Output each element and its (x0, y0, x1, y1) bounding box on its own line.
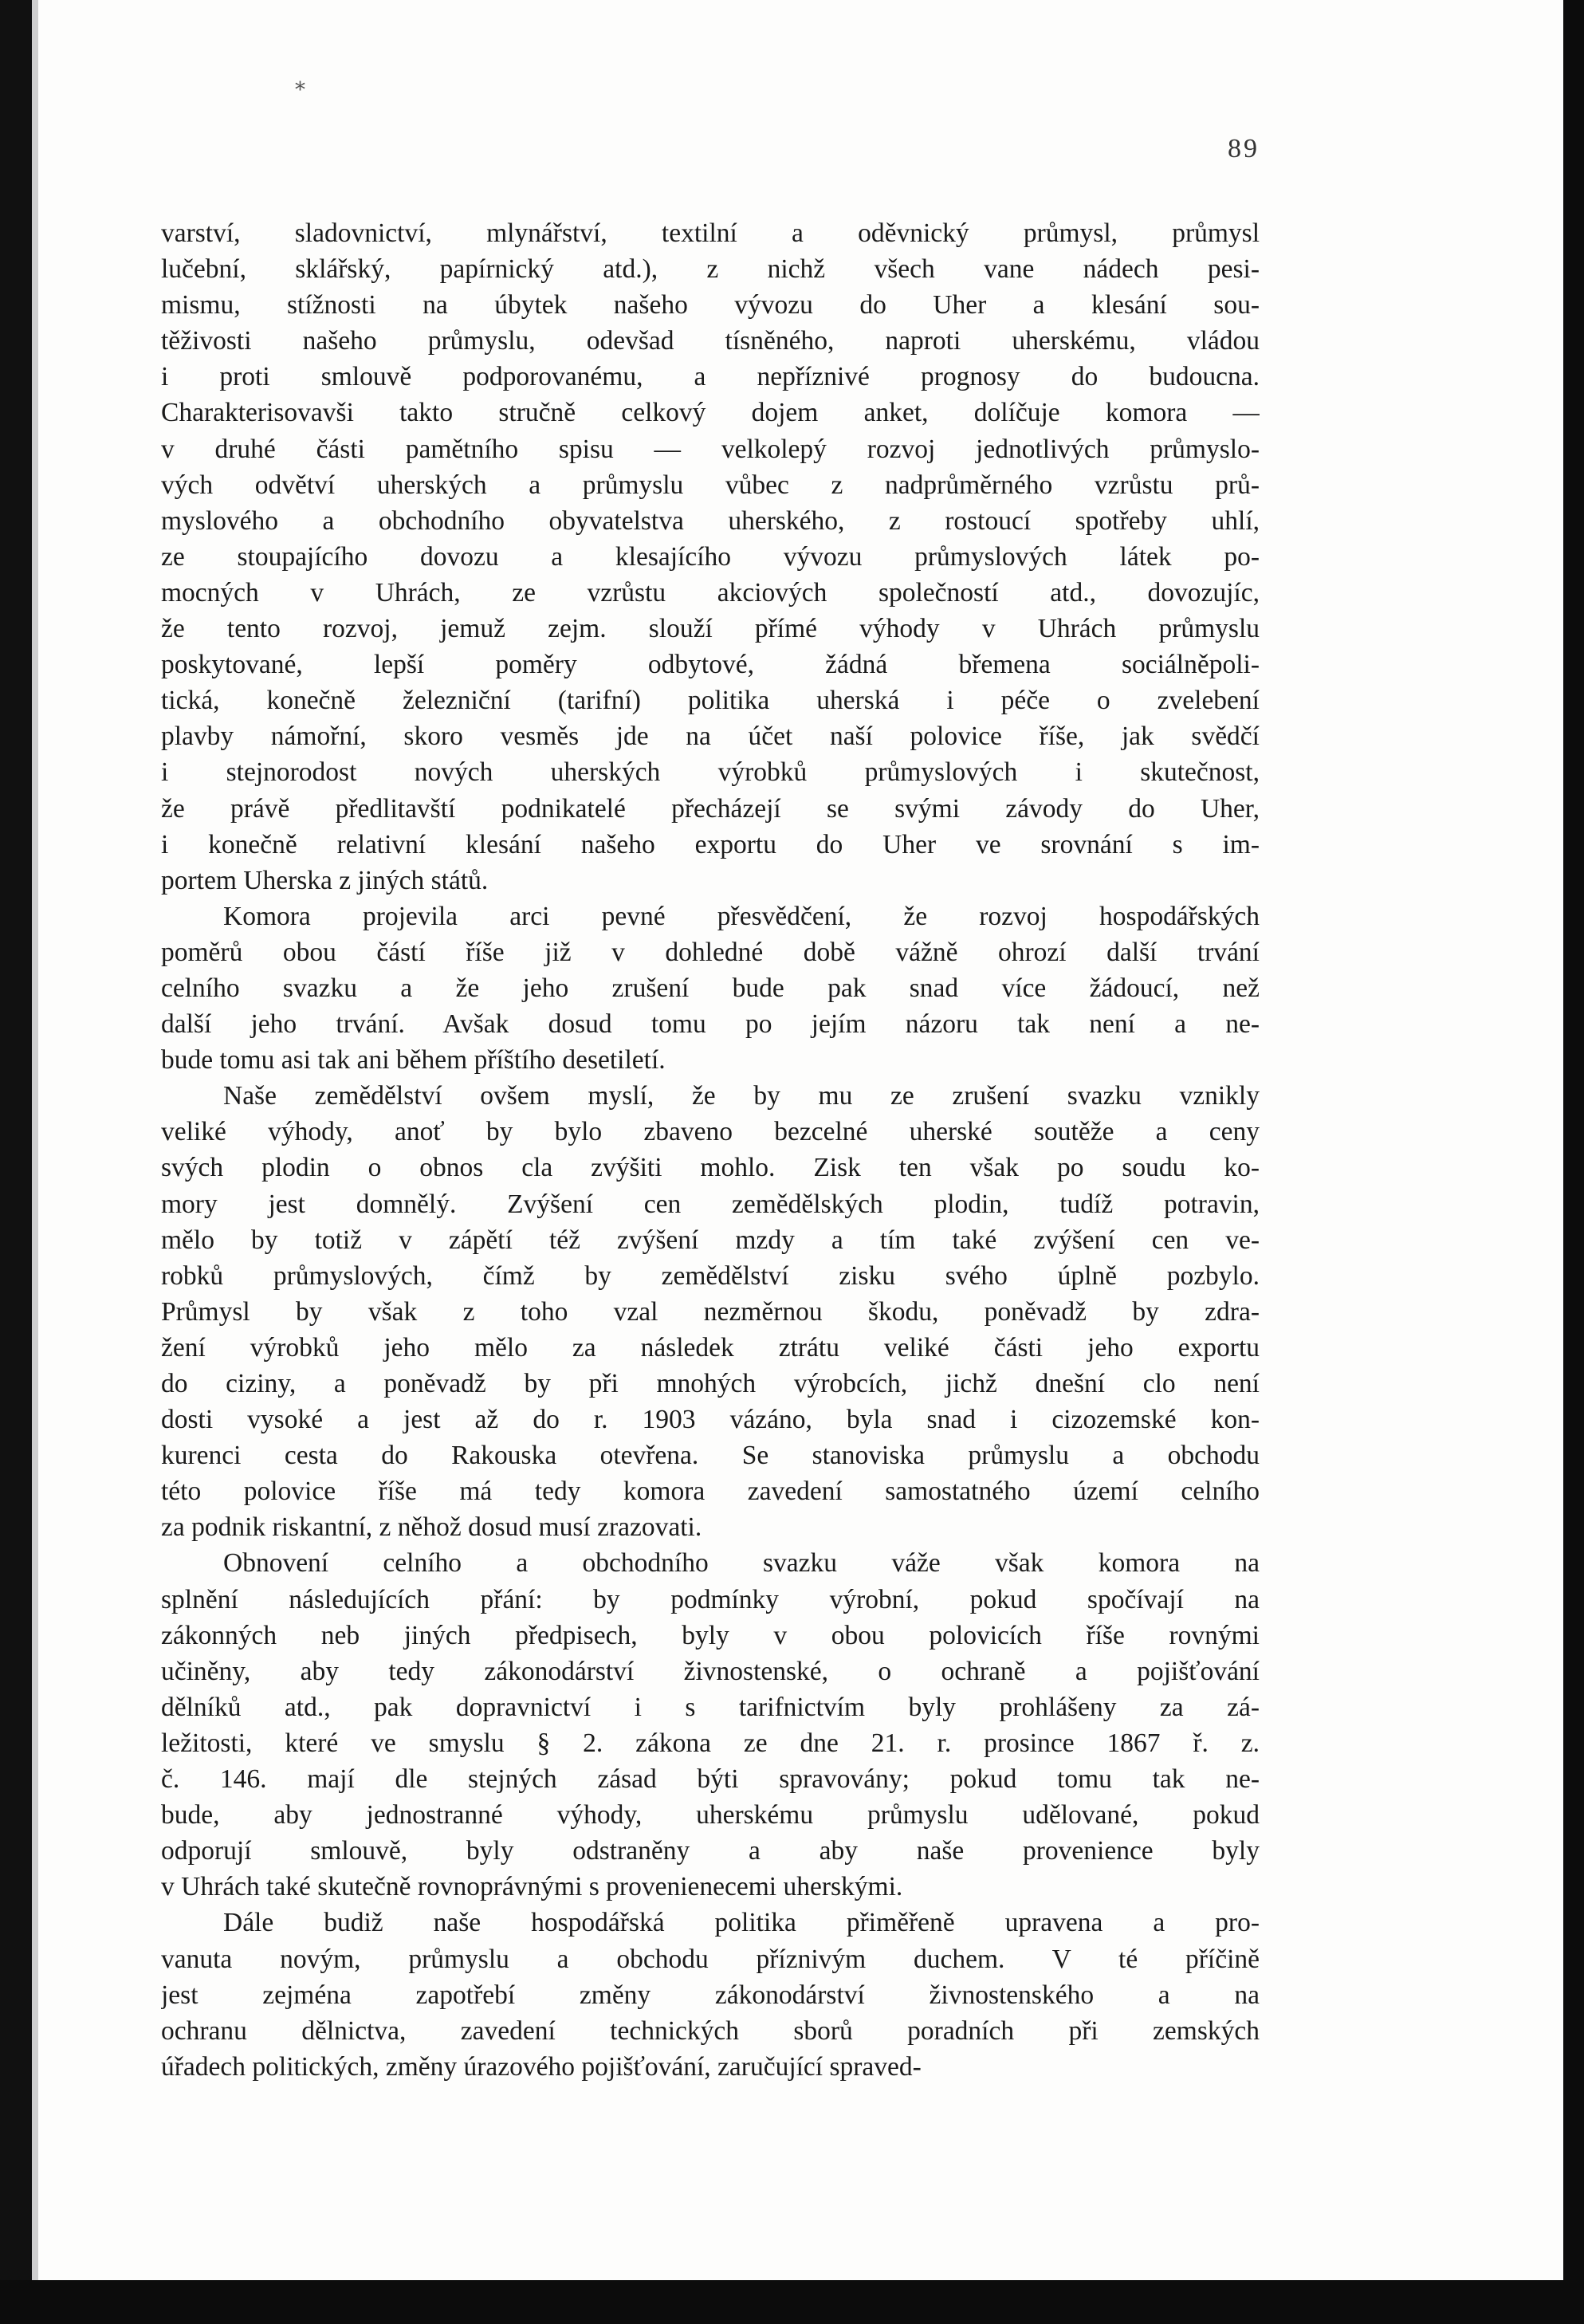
text-line: č. 146. mají dle stejných zásad býti spravovány; pokud tomu tak ne- (161, 1764, 1260, 1795)
text-line: i proti smlouvě podporovanému, a nepříznivé prognosy do budoucna. (161, 362, 1260, 392)
page-number: 89 (1228, 134, 1260, 163)
text-line: plavby námořní, skoro vesměs jde na účet naší polovice říše, jak svědčí (161, 722, 1260, 752)
text-line: této polovice říše má tedy komora zavedení samostatného území celního (161, 1477, 1260, 1507)
text-line: za podnik riskantní, z něhož dosud musí zrazovati. (161, 1512, 702, 1543)
text-line: robků průmyslových, čímž by zemědělství zisku svého úplně pozbylo. (161, 1260, 1260, 1291)
text-line: v Uhrách také skutečně rovnoprávnými s provenienecemi uherskými. (161, 1872, 903, 1902)
text-line: poměrů obou částí říše již v dohledné době vážně ohrozí další trvání (161, 937, 1260, 967)
text-line: bude, aby jednostranné výhody, uherskému průmyslu udělované, pokud (161, 1800, 1260, 1830)
text-line: že právě předlitavští podnikatelé přecházejí se svými závody do Uher, (161, 793, 1260, 824)
text-line: do ciziny, a poněvadž by při mnohých výrobcích, jichž dnešní clo není (161, 1369, 1260, 1398)
text-line: další jeho trvání. Avšak dosud tomu po jejím názoru tak není a ne- (161, 1009, 1260, 1040)
text-line: Průmysl by však z toho vzal nezměrnou škodu, poněvadž by zdra- (161, 1296, 1260, 1327)
text-line: bude tomu asi tak ani během příštího desetiletí. (161, 1045, 666, 1075)
text-line: úřadech politických, změny úrazového pojišťování, zaručující spraved- (161, 2051, 922, 2082)
text-line: ochranu dělnictva, zavedení technických sborů poradních při zemských (161, 2015, 1260, 2046)
text-line: jest zejména zapotřebí změny zákonodárství živnostenského a na (161, 1980, 1260, 2010)
text-line: ze stoupajícího dovozu a klesajícího vývozu průmyslových látek po- (161, 541, 1260, 572)
text-line: těživosti našeho průmyslu, odevšad tísněného, naproti uherskému, vládou (161, 326, 1260, 356)
text-line: celního svazku a že jeho zrušení bude pak snad více žádoucí, než (161, 973, 1260, 1003)
text-line: mocných v Uhrách, ze vzrůstu akciových společností atd., dovozujíc, (161, 577, 1260, 608)
paragraph (161, 1545, 1260, 1905)
scan-border-bottom (0, 2280, 1584, 2324)
text-line: vanuta novým, průmyslu a obchodu příznivým duchem. V té příčině (161, 1944, 1260, 1974)
text-line: Obnovení celního a obchodního svazku váže však komora na (223, 1548, 1260, 1579)
text-line: lučební, sklářský, papírnický atd.), z nichž všech vane nádech pesi- (161, 254, 1260, 285)
text-line: kurenci cesta do Rakouska otevřena. Se stanoviska průmyslu a obchodu (161, 1441, 1260, 1471)
text-line: portem Uherska z jiných států. (161, 865, 489, 895)
text-line: myslového a obchodního obyvatelstva uherského, z rostoucí spotřeby uhlí, (161, 505, 1260, 536)
text-line: Komora projevila arci pevné přesvědčení, že rozvoj hospodářských (223, 901, 1260, 931)
body-text (161, 215, 1260, 2085)
text-line: Naše zemědělství ovšem myslí, že by mu ze zrušení svazku vznikly (223, 1081, 1260, 1111)
text-line: svých plodin o obnos cla zvýšiti mohlo. Zisk ten však po soudu ko- (161, 1153, 1260, 1183)
scan-border-left (0, 0, 32, 2324)
text-line: odporují smlouvě, byly odstraněny a aby naše provenience byly (161, 1836, 1260, 1866)
text-line: Dále budiž naše hospodářská politika přiměřeně upravena a pro- (223, 1908, 1260, 1938)
scan-border-left-inner (32, 0, 38, 2324)
text-line: učiněny, aby tedy zákonodárství živnostenské, o ochraně a pojišťování (161, 1656, 1260, 1686)
text-line: i konečně relativní klesání našeho exportu do Uher ve srovnání s im- (161, 829, 1260, 859)
text-line: dosti vysoké a jest až do r. 1903 vázáno, byla snad i cizozemské kon- (161, 1405, 1260, 1435)
text-line: tická, konečně železniční (tarifní) politika uherská i péče o zvelebení (161, 686, 1260, 716)
text-line: splnění následujících přání: by podmínky výrobní, pokud spočívají na (161, 1584, 1260, 1614)
text-line: veliké výhody, anoť by bylo zbaveno bezcelné uherské soutěže a ceny (161, 1117, 1260, 1147)
text-line: dělníků atd., pak dopravnictví i s tarifnictvím byly prohlášeny za zá- (161, 1692, 1260, 1722)
text-line: poskytované, lepší poměry odbytové, žádná břemena sociálněpoli- (161, 650, 1260, 680)
text-line: Charakterisovavši takto stručně celkový dojem anket, dolíčuje komora — (161, 398, 1260, 428)
text-line: žení výrobků jeho mělo za následek ztrátu veliké části jeho exportu (161, 1332, 1260, 1363)
scan-border-right (1563, 0, 1584, 2324)
paragraph (161, 899, 1260, 1078)
text-line: mismu, stížnosti na úbytek našeho vývozu do Uher a klesání sou- (161, 290, 1260, 320)
text-line: i stejnorodost nových uherských výrobků průmyslových i skutečnost, (161, 757, 1260, 788)
paragraph (161, 1078, 1260, 1545)
paragraph (161, 215, 1260, 899)
text-line: mělo by totiž v zápětí též zvýšení mzdy a tím také zvýšení cen ve- (161, 1225, 1260, 1255)
text-line: vých odvětví uherských a průmyslu vůbec z nadprůměrného vzrůstu prů- (161, 470, 1260, 500)
text-line: v druhé části pamětního spisu — velkolepý rozvoj jednotlivých průmyslo- (161, 434, 1260, 464)
text-line: ležitosti, které ve smyslu § 2. zákona ze dne 21. r. prosince 1867 ř. z. (161, 1728, 1260, 1758)
text-line: že tento rozvoj, jemuž zejm. slouží přímé výhody v Uhrách průmyslu (161, 614, 1260, 644)
paragraph (161, 1905, 1260, 2084)
text-line: zákonných neb jiných předpisech, byly v obou polovicích říše rovnými (161, 1620, 1260, 1650)
stray-ink-mark: * (295, 78, 305, 102)
text-line: varství, sladovnictví, mlynářství, textilní a oděvnický průmysl, průmysl (161, 218, 1260, 248)
text-line: mory jest domnělý. Zvýšení cen zemědělských plodin, tudíž potravin, (161, 1189, 1260, 1219)
